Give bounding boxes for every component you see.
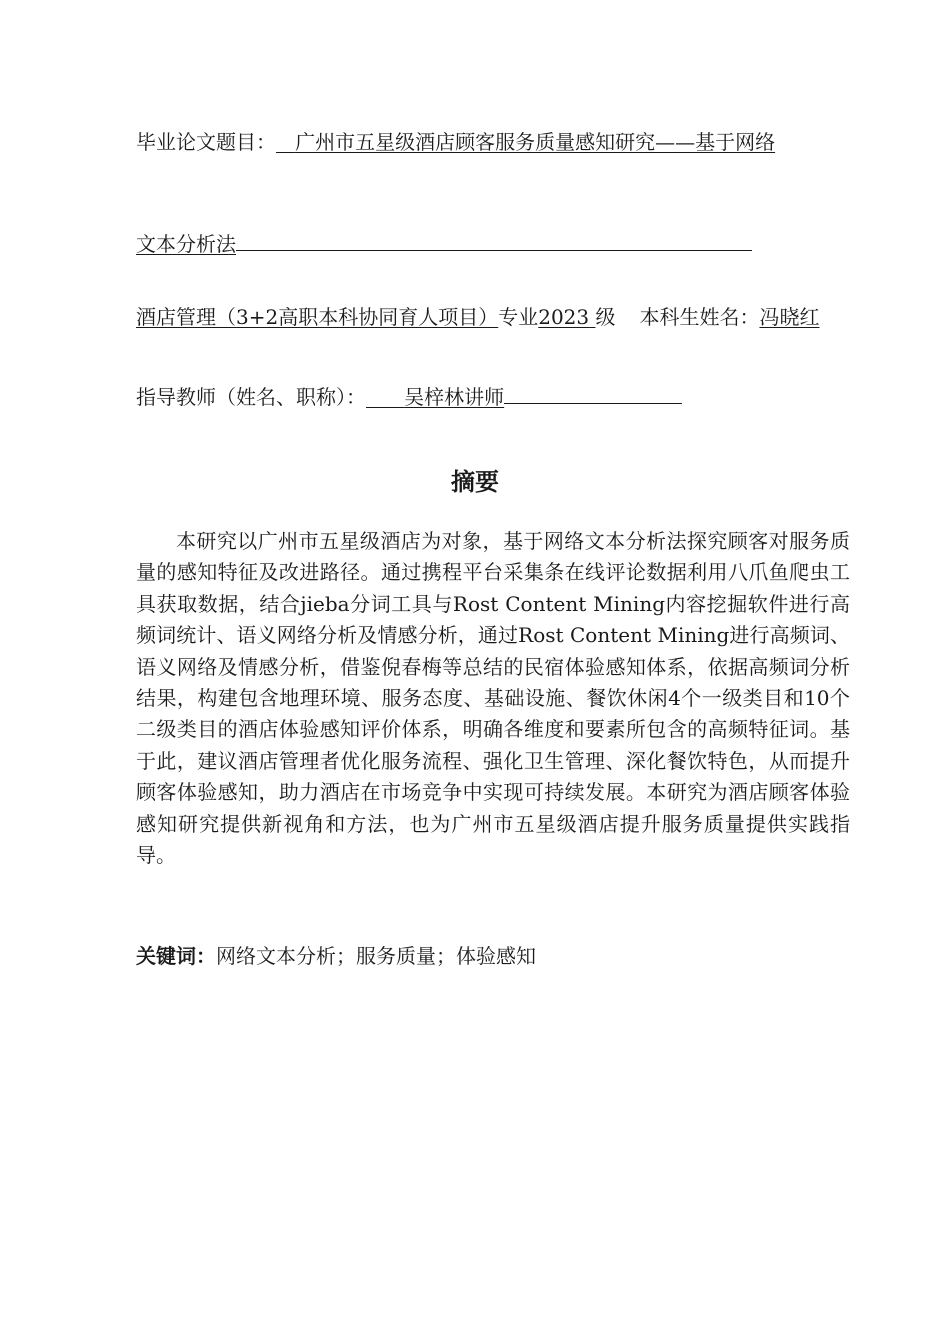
- advisor-line: [136, 381, 682, 411]
- student-label: 本科生姓名：: [639, 305, 760, 329]
- keywords-value: 网络文本分析；服务质量；体验感知: [216, 944, 536, 968]
- advisor-name: 吴梓林讲师: [404, 385, 505, 409]
- major-line: [136, 303, 850, 331]
- advisor-underline-fill: [504, 381, 682, 404]
- major-name: 酒店管理（3+2高职本科协同育人项目）: [136, 305, 499, 329]
- abstract-body: 本研究以广州市五星级酒店为对象，基于网络文本分析法探究顾客对服务质量的感知特征及改进路径。通过携程平台采集条在线评论数据利用八爪鱼爬虫工具获取数据，结合jieba分词工具与Rost Content Mining内容挖掘软件进行高频词统计、语义网络分析及情感分析，通过Rost Content Mining进行高频词、语义网络及情感分析，借鉴倪春梅等总结的民宿体验感知体系，依据高频词分析结果，构建包含地理环境、服务态度、基础设施、餐饮休闲4个一级类目和10个二级类目的酒店体验感知评价体系，明确各维度和要素所包含的高频特征词。基于此，建议酒店管理者优化服务流程、强化卫生管理、深化餐饮特色，从而提升顾客体验感知，助力酒店在市场竞争中实现可持续发展。本研究为酒店顾客体验感知研究提供新视角和方法，也为广州市五星级酒店提升服务质量提供实践指导。: [136, 529, 850, 868]
- major-suffix: 专业: [498, 305, 539, 329]
- keywords-label: 关键词：: [136, 944, 216, 968]
- thesis-title-part2: 文本分析法: [136, 232, 236, 256]
- advisor-label: 指导教师（姓名、职称）：: [136, 385, 366, 409]
- enrollment-year: 2023: [538, 305, 590, 329]
- title-underline-fill: [236, 228, 752, 251]
- thesis-title-line2: [136, 228, 752, 258]
- abstract-heading: 摘要: [451, 468, 499, 496]
- student-name: 冯晓红: [759, 305, 820, 329]
- thesis-title-label: 毕业论文题目：: [136, 130, 276, 154]
- thesis-title-part1: 广州市五星级酒店顾客服务质量感知研究——基于网络: [295, 130, 776, 154]
- thesis-title-line: [136, 128, 850, 156]
- year-suffix: 级: [595, 305, 616, 329]
- keywords-line: [136, 942, 536, 970]
